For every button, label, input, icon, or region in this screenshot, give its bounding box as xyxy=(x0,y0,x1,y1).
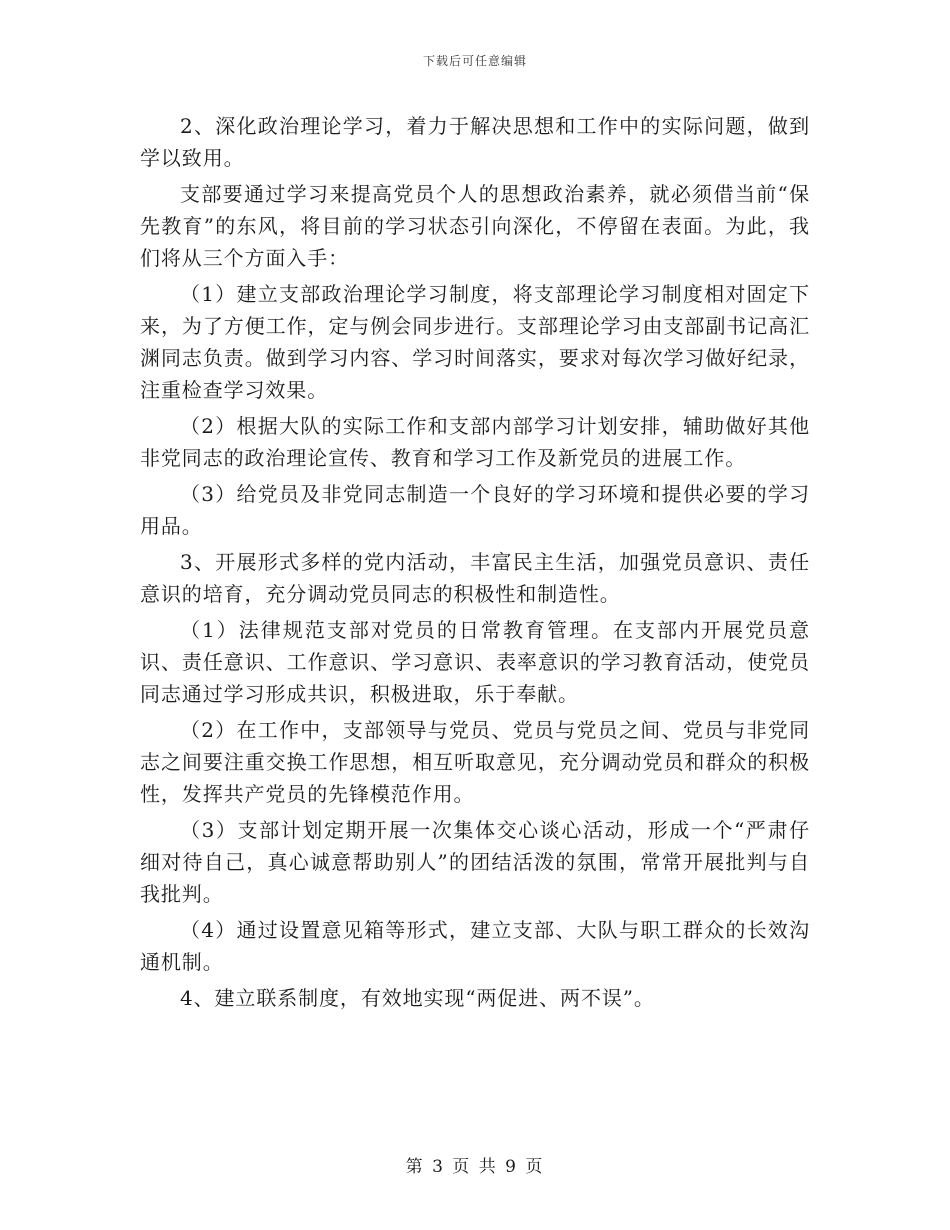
page-header: 下载后可任意编辑 xyxy=(422,54,527,68)
paragraph: 4、建立联系制度，有效地实现“两促进、两不误”。 xyxy=(180,986,655,1010)
paragraph: （1）建立支部政治理论学习制度，将支部理论学习制度相对固定下来，为了方便工作，定与例会同步进行。支部理论学习由支部副书记高汇渊同志负责。做到学习内容、学习时间落实，要求对每次学习做好纪录，注重检查学习效果。 xyxy=(140,282,810,402)
paragraph: （3）给党员及非党同志制造一个良好的学习环境和提供必要的学习用品。 xyxy=(140,482,810,538)
paragraph: 3、开展形式多样的党内活动，丰富民主生活，加强党员意识、责任意识的培育，充分调动党员同志的积极性和制造性。 xyxy=(140,550,810,606)
document-body xyxy=(140,110,810,1018)
paragraph: 2、深化政治理论学习，着力于解决思想和工作中的实际问题，做到学以致用。 xyxy=(140,114,810,170)
page-number: 第 3 页 共 9 页 xyxy=(405,1157,545,1177)
paragraph: （2）根据大队的实际工作和支部内部学习计划安排，辅助做好其他非党同志的政治理论宣传、教育和学习工作及新党员的进展工作。 xyxy=(140,414,810,470)
paragraph: 支部要通过学习来提高党员个人的思想政治素养，就必须借当前“保先教育”的东风，将目前的学习状态引向深化，不停留在表面。为此，我们将从三个方面入手： xyxy=(140,182,810,270)
paragraph: （1）法律规范支部对党员的日常教育管理。在支部内开展党员意识、责任意识、工作意识、学习意识、表率意识的学习教育活动，使党员同志通过学习形成共识，积极进取，乐于奉献。 xyxy=(140,618,810,706)
paragraph: （2）在工作中，支部领导与党员、党员与党员之间、党员与非党同志之间要注重交换工作思想，相互听取意见，充分调动党员和群众的积极性，发挥共产党员的先锋模范作用。 xyxy=(140,718,810,806)
paragraph: （4）通过设置意见箱等形式，建立支部、大队与职工群众的长效沟通机制。 xyxy=(140,918,810,974)
paragraph: （3）支部计划定期开展一次集体交心谈心活动，形成一个“严肃仔细对待自己，真心诚意帮助别人”的团结活泼的氛围，常常开展批判与自我批判。 xyxy=(140,818,810,906)
